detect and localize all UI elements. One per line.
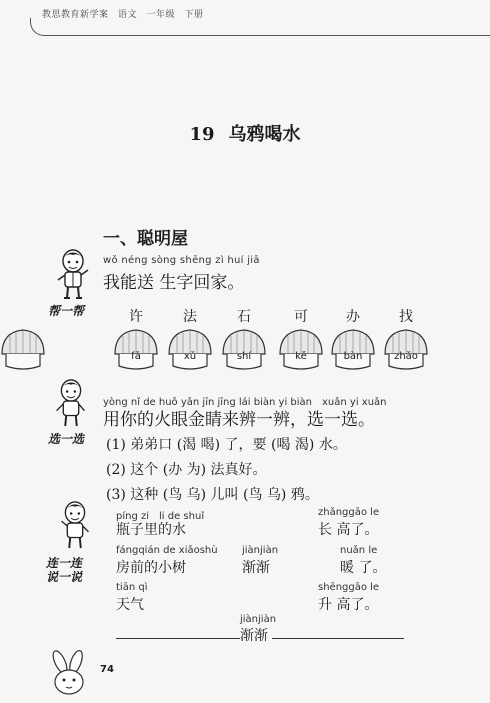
house-icon	[169, 330, 211, 369]
part1-pinyin: wǒ néng sòng shēng zì huí jiā	[103, 255, 260, 266]
house-icon	[385, 330, 427, 369]
char-item: 石	[237, 309, 251, 325]
lesson-name: 乌鸦喝水	[228, 124, 301, 145]
house-icon	[280, 330, 322, 369]
label-help: 帮一帮	[48, 304, 85, 318]
choice-item: (1) 弟弟口 (渴 喝) 了，要 (喝 渴) 水。	[106, 437, 347, 453]
char-item: 可	[294, 309, 308, 325]
house-pinyin: xǔ	[183, 351, 197, 362]
char-item: 法	[183, 309, 197, 325]
house-pinyin: kě	[295, 351, 307, 362]
lesson-title	[0, 120, 490, 146]
header-rule	[30, 18, 490, 36]
right-pinyin: zhǎnggāo le	[318, 507, 380, 518]
left-pinyin: tiān qì	[116, 582, 148, 593]
label-choose: 选一选	[48, 432, 85, 446]
boy-illustration	[56, 248, 90, 300]
running-header: 教思教育新学案 语文 一年级 下册	[42, 10, 204, 20]
blank-line-right[interactable]	[272, 638, 404, 639]
left-phrase: 天气	[116, 597, 144, 613]
part1-instruction: 我能送 生字回家。	[103, 273, 245, 293]
right-pinyin: nuǎn le	[340, 545, 378, 556]
house-row-art	[0, 328, 490, 372]
rabbit-icon	[44, 650, 96, 700]
house-pinyin: fǎ	[131, 351, 141, 362]
boy-illustration	[54, 378, 88, 428]
house-icon	[223, 330, 265, 369]
part2-pinyin: yòng nǐ de huǒ yǎn jīn jīng lái biàn yi biàn xuǎn yi xuǎn	[103, 397, 387, 408]
part2-instruction: 用你的火眼金睛来辨一辨，选一选。	[103, 410, 375, 430]
section-title: 一、聪明屋	[103, 229, 188, 249]
char-item: 办	[346, 309, 360, 325]
house-icon	[2, 330, 44, 369]
choice-item: (2) 这个 (办 为) 法真好。	[106, 462, 267, 478]
left-pinyin: píng zi li de shuǐ	[116, 511, 205, 522]
page-number: 74	[100, 664, 114, 675]
middle-pinyin: jiànjiàn	[242, 545, 279, 556]
char-item: 找	[399, 309, 413, 325]
left-phrase: 瓶子里的水	[116, 522, 186, 538]
lesson-number: 19	[189, 124, 215, 145]
house-pinyin: shí	[236, 351, 252, 362]
blank-line-left[interactable]	[116, 638, 240, 639]
left-phrase: 房前的小树	[116, 560, 186, 576]
house-pinyin: bàn	[343, 351, 363, 362]
blank-phrase: 渐渐	[240, 628, 268, 644]
right-phrase: 升 高了。	[318, 597, 379, 613]
blank-pinyin: jiànjiàn	[240, 614, 277, 625]
house-pinyin: zhǎo	[394, 351, 418, 362]
left-pinyin: fángqián de xiǎoshù	[116, 545, 218, 556]
middle-phrase: 渐渐	[242, 560, 270, 576]
right-phrase: 暖 了。	[340, 560, 387, 576]
char-item: 许	[129, 309, 143, 325]
boy-illustration	[58, 500, 92, 550]
right-pinyin: shēnggāo le	[318, 582, 380, 593]
choice-item: (3) 这种 (鸟 乌) 儿叫 (鸟 乌) 鸦。	[106, 487, 319, 503]
right-phrase: 长 高了。	[318, 522, 379, 538]
house-icon	[332, 330, 374, 369]
house-icon	[115, 330, 157, 369]
char-row	[0, 306, 490, 326]
label-connect: 连一连 说一说	[46, 556, 83, 584]
